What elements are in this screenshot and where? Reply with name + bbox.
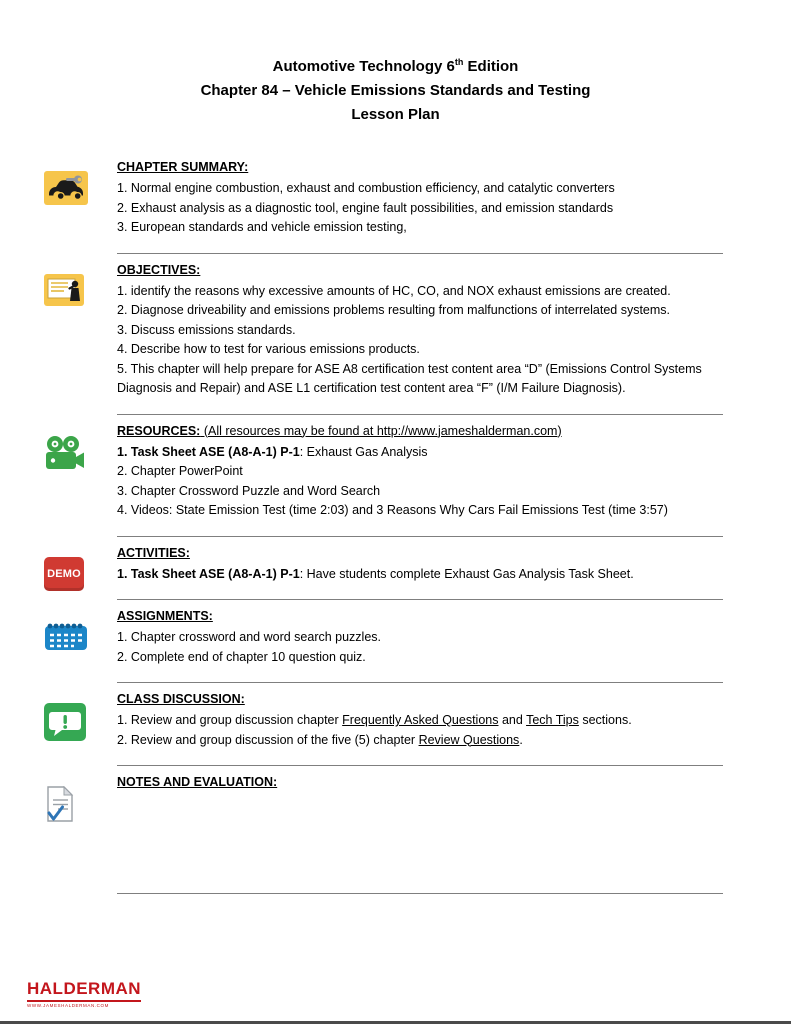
section-heading: CLASS DISCUSSION: xyxy=(117,692,245,706)
list-item: 2. Diagnose driveability and emissions problems resulting from malfunctions of interrelated systems. xyxy=(117,303,671,317)
notes-document-icon xyxy=(44,786,74,822)
list-item: 4. Describe how to test for various emissions products. xyxy=(117,342,420,356)
faq-link-text: Frequently Asked Questions xyxy=(342,713,499,727)
list-item: 3. Discuss emissions standards. xyxy=(117,322,296,337)
resources-heading-note: (All resources may be found at http://www.jameshalderman.com) xyxy=(200,423,562,438)
tech-tips-link-text: Tech Tips xyxy=(526,713,579,727)
demo-icon: DEMO xyxy=(44,557,84,591)
discussion-item1-text: 1. Review and group discussion chapter xyxy=(117,713,343,727)
section-divider xyxy=(117,765,723,766)
section-heading: ACTIVITIES: xyxy=(117,545,190,560)
task-sheet-bold: 1. Task Sheet ASE (A8-A-1) P-1 xyxy=(117,566,300,581)
discussion-item2-text: . xyxy=(519,732,523,747)
list-item: 1. identify the reasons why excessive amounts of HC, CO, and NOX exhaust emissions are created. xyxy=(117,283,671,298)
section-content xyxy=(117,157,723,256)
discussion-item1-text: and xyxy=(498,713,527,727)
section-content xyxy=(117,421,723,539)
section-resources xyxy=(0,421,791,539)
discussion-item1-text: sections. xyxy=(578,713,632,727)
list-item xyxy=(117,565,723,585)
task-sheet-bold: 1. Task Sheet ASE (A8-A-1) P-1 xyxy=(117,444,300,459)
title-edition-prefix: Automotive Technology 6 xyxy=(272,58,455,75)
list-item: 3. European standards and vehicle emission testing, xyxy=(117,220,407,234)
review-questions-link-text: Review Questions xyxy=(418,732,520,747)
logo-website-text: WWW.JAMESHALDERMAN.COM xyxy=(27,1003,109,1008)
video-camera-icon xyxy=(44,435,84,471)
section-heading: CHAPTER SUMMARY: xyxy=(117,160,249,174)
list-item: 5. This chapter will help prepare for ASE A8 certification test content area “D” (Emissions Control Systems Diagnosis and Repair) and ASE L1 certification test content area “F” (I/M Failure Diagnosis). xyxy=(117,361,702,395)
title-edition-superscript: th xyxy=(454,57,464,67)
list-item: 2. Exhaust analysis as a diagnostic tool, engine fault possibilities, and emission standards xyxy=(117,200,614,215)
task-sheet-rest: : Have students complete Exhaust Gas Analysis Task Sheet. xyxy=(299,566,634,581)
section-assignments xyxy=(0,606,791,685)
section-notes-evaluation xyxy=(0,772,791,896)
task-sheet-rest: : Exhaust Gas Analysis xyxy=(299,444,428,459)
icon-cell xyxy=(44,260,117,417)
section-content xyxy=(117,260,723,417)
list-item xyxy=(117,731,723,751)
car-repair-icon xyxy=(44,171,88,205)
section-class-discussion xyxy=(0,689,791,768)
section-activities xyxy=(0,543,791,603)
sections-container xyxy=(0,157,791,896)
section-heading xyxy=(117,421,723,441)
section-divider xyxy=(117,536,723,537)
icon-cell xyxy=(44,772,117,896)
list-item xyxy=(117,711,723,731)
section-divider xyxy=(117,414,723,415)
notes-blank-area xyxy=(117,794,723,878)
title-line-2: Chapter 84 – Vehicle Emissions Standards and Testing xyxy=(200,82,591,99)
logo-text: HALDERMAN xyxy=(27,979,141,1002)
icon-cell xyxy=(44,689,117,768)
icon-cell xyxy=(44,421,117,539)
halderman-logo xyxy=(27,979,141,1008)
section-divider xyxy=(117,682,723,683)
icon-cell xyxy=(44,157,117,256)
title-edition-suffix: Edition xyxy=(463,58,519,75)
list-item: 1. Chapter crossword and word search puzzles. xyxy=(117,630,382,644)
section-divider xyxy=(117,893,723,894)
icon-cell xyxy=(44,606,117,685)
notepad-icon xyxy=(44,620,88,652)
section-content xyxy=(117,772,723,896)
whiteboard-presenter-icon xyxy=(44,274,84,306)
section-divider xyxy=(117,599,723,600)
section-content xyxy=(117,606,723,685)
section-chapter-summary xyxy=(0,157,791,256)
title-line-3: Lesson Plan xyxy=(351,106,440,123)
section-heading: NOTES AND EVALUATION: xyxy=(117,775,278,789)
document-title xyxy=(0,0,791,127)
resources-heading-text: RESOURCES: xyxy=(117,423,201,438)
list-item: 1. Normal engine combustion, exhaust and combustion efficiency, and catalytic converters xyxy=(117,181,615,195)
discussion-item2-text: 2. Review and group discussion of the five (5) chapter xyxy=(117,732,419,747)
section-content xyxy=(117,543,723,603)
section-heading: ASSIGNMENTS: xyxy=(117,609,213,623)
list-item: 2. Chapter PowerPoint xyxy=(117,464,243,478)
list-item: 2. Complete end of chapter 10 question quiz. xyxy=(117,649,366,664)
list-item: 4. Videos: State Emission Test (time 2:03) and 3 Reasons Why Cars Fail Emissions Test (time 3:57) xyxy=(117,503,668,517)
section-content xyxy=(117,689,723,768)
list-item xyxy=(117,443,723,463)
icon-cell xyxy=(44,543,117,603)
title-line-1 xyxy=(0,50,791,79)
discussion-bubble-icon xyxy=(44,703,86,741)
section-objectives xyxy=(0,260,791,417)
section-heading: OBJECTIVES: xyxy=(117,262,201,277)
list-item: 3. Chapter Crossword Puzzle and Word Search xyxy=(117,483,381,498)
section-divider xyxy=(117,253,723,254)
